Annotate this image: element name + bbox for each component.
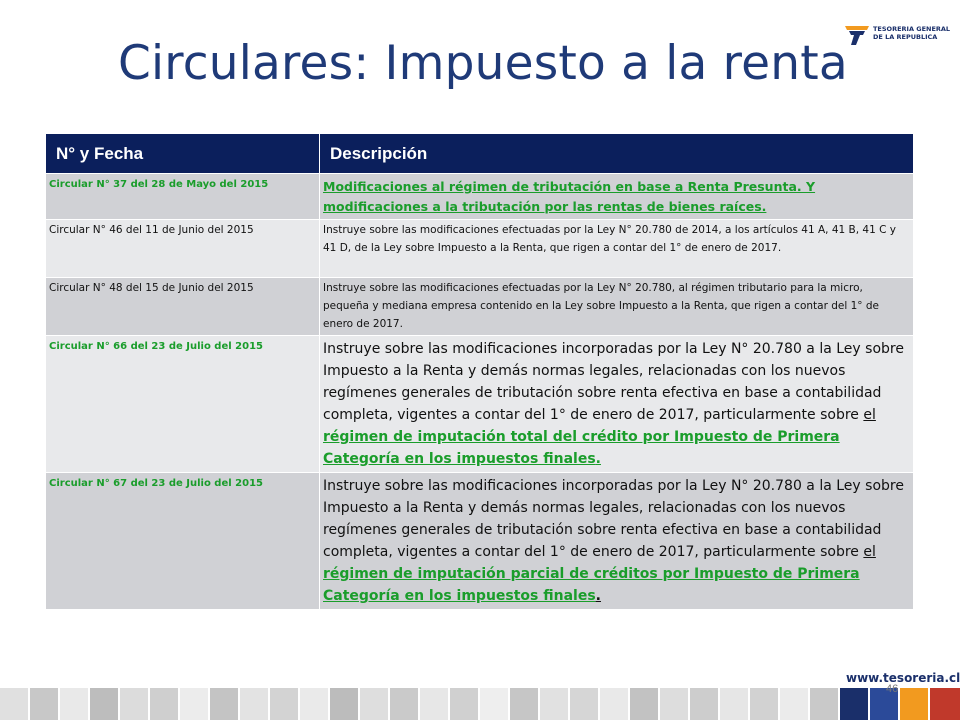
circular-date-cell: Circular N° 66 del 23 de Julio del 2015	[46, 336, 320, 473]
circular-date-cell: Circular N° 37 del 28 de Mayo del 2015	[46, 174, 320, 220]
header-descripcion: Descripción	[320, 134, 914, 174]
footer-tile	[390, 688, 418, 720]
footer-tile	[600, 688, 628, 720]
footer-tile	[930, 688, 960, 720]
link-period: .	[595, 588, 601, 604]
circular-link[interactable]: Modificaciones al régimen de tributación en base a Renta Presunta. Y modificaciones a la tributación por las rentas de bienes raíces.	[323, 179, 816, 214]
description-cell	[320, 473, 914, 610]
logo-text	[873, 25, 950, 41]
circular-date-cell: Circular N° 48 del 15 de Junio del 2015	[46, 278, 320, 336]
description-cell	[320, 336, 914, 473]
footer-tile	[120, 688, 148, 720]
footer-tile	[630, 688, 658, 720]
footer-tile	[90, 688, 118, 720]
footer-tile	[270, 688, 298, 720]
footer-tile	[900, 688, 928, 720]
circular-link[interactable]: régimen de imputación total del crédito por Impuesto de Primera Categoría en los impuestos finales	[323, 429, 840, 467]
footer-tile	[720, 688, 748, 720]
link-prefix: el	[863, 407, 876, 423]
link-prefix: el	[863, 544, 876, 560]
footer-tile	[150, 688, 178, 720]
circular-date-cell: Circular N° 67 del 23 de Julio del 2015	[46, 473, 320, 610]
footer-tile	[360, 688, 388, 720]
description-text: Instruye sobre las modificaciones incorporadas por la Ley N° 20.780 a la Ley sobre Impuesto a la Renta y demás normas legales, relacionadas con los nuevos regímenes generales de tributación sobre renta efectiva en base a contabilidad completa, vigentes a contar del 1° de enero de 2017, particularmente sobre	[323, 341, 904, 423]
table-row	[46, 473, 914, 610]
logo-line-1: TESORERIA GENERAL	[873, 25, 951, 33]
page-number: 46	[886, 683, 899, 695]
table-header-row	[46, 134, 914, 174]
footer-tile	[450, 688, 478, 720]
description-cell: Instruye sobre las modificaciones efectuadas por la Ley N° 20.780 de 2014, a los artículos 41 A, 41 B, 41 C y 41 D, de la Ley sobre Impuesto a la Renta, que rigen a contar del 1° de enero de 2017.	[320, 220, 914, 278]
footer-tile	[690, 688, 718, 720]
footer-tile	[570, 688, 598, 720]
footer-tile	[750, 688, 778, 720]
footer-tile	[660, 688, 688, 720]
footer-tile	[240, 688, 268, 720]
footer-tile	[210, 688, 238, 720]
table-row	[46, 278, 914, 336]
footer-tile	[0, 688, 28, 720]
tesoreria-logo-icon	[843, 24, 871, 46]
footer-tile	[480, 688, 508, 720]
footer-tile	[330, 688, 358, 720]
table-row	[46, 336, 914, 473]
footer-tile	[30, 688, 58, 720]
description-cell: Instruye sobre las modificaciones efectuadas por la Ley N° 20.780, al régimen tributario para la micro, pequeña y mediana empresa contenido en la Ley sobre Impuesto a la Renta, que rigen a contar del 1° de enero de 2017.	[320, 278, 914, 336]
table-row	[46, 174, 914, 220]
footer-tile	[420, 688, 448, 720]
description-text: Instruye sobre las modificaciones incorporadas por la Ley N° 20.780 a la Ley sobre Impuesto a la Renta y demás normas legales, relacionadas con los nuevos regímenes generales de tributación sobre renta efectiva en base a contabilidad completa, vigentes a contar del 1° de enero de 2017, particularmente sobre	[323, 478, 904, 560]
circulares-table	[45, 133, 914, 610]
slide-title: Circulares: Impuesto a la renta	[118, 36, 848, 91]
footer-tile	[300, 688, 328, 720]
link-period: .	[595, 451, 601, 467]
footer-tile	[540, 688, 568, 720]
circular-link[interactable]: régimen de imputación parcial de créditos por Impuesto de Primera Categoría en los impuestos finales	[323, 566, 860, 604]
circular-date-cell: Circular N° 46 del 11 de Junio del 2015	[46, 220, 320, 278]
footer-tile	[510, 688, 538, 720]
footer-pattern	[0, 688, 960, 720]
tesoreria-logo	[843, 22, 953, 52]
footer-tile	[780, 688, 808, 720]
header-numero-fecha: N° y Fecha	[46, 134, 320, 174]
footer-tile	[180, 688, 208, 720]
description-cell	[320, 174, 914, 220]
logo-line-2: DE LA REPUBLICA	[873, 33, 938, 41]
footer-tile	[60, 688, 88, 720]
footer-tile	[810, 688, 838, 720]
table-row	[46, 220, 914, 278]
brand-url: www.tesoreria.cl	[846, 671, 960, 685]
footer-tile	[840, 688, 868, 720]
